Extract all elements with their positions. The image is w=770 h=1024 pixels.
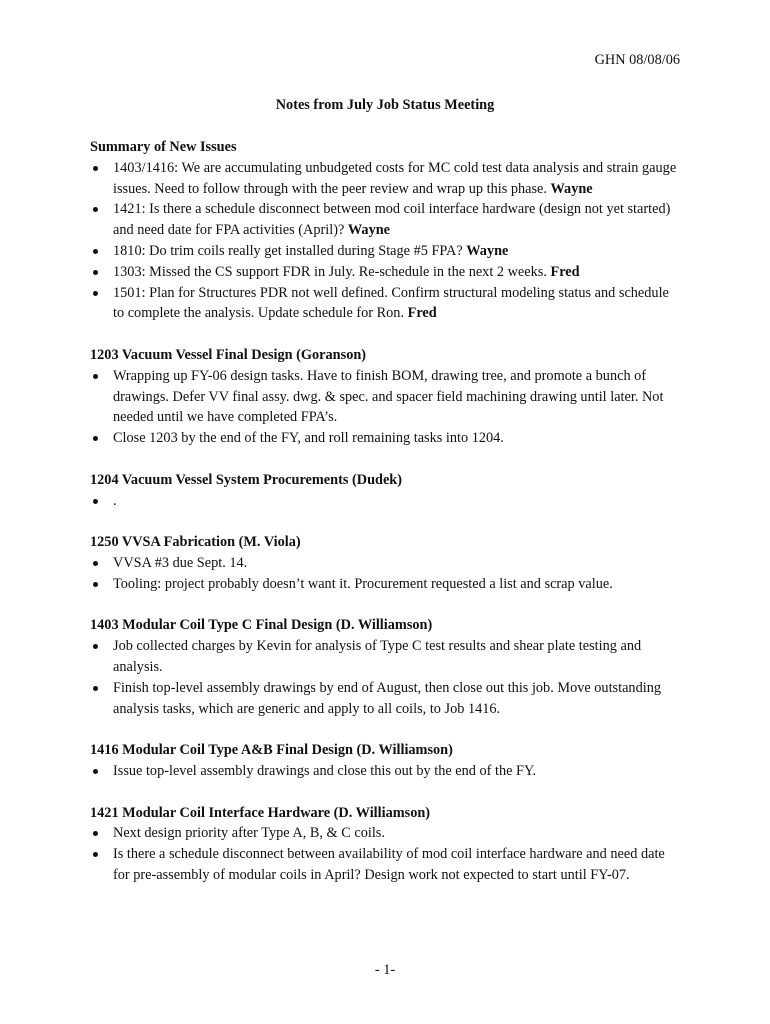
section (90, 137, 682, 324)
section (90, 470, 682, 512)
section-heading: 1203 Vacuum Vessel Final Design (Goranson) (90, 346, 367, 363)
item-owner: Wayne (550, 180, 593, 197)
list-item (90, 823, 682, 844)
list-item (90, 491, 682, 512)
list-item (90, 678, 682, 720)
bullet-list (90, 761, 682, 782)
item-text: 1810: Do trim coils really get installed during Stage #5 FPA? (113, 242, 467, 259)
bullet-list (90, 366, 682, 449)
section (90, 345, 682, 449)
list-item (90, 366, 682, 428)
item-text: Next design priority after Type A, B, & C coils. (113, 825, 385, 842)
section (90, 740, 682, 782)
item-owner: Wayne (466, 242, 509, 259)
item-text: 1303: Missed the CS support FDR in July. Re-schedule in the next 2 weeks. (113, 263, 551, 280)
section-heading: 1204 Vacuum Vessel System Procurements (Dudek) (90, 471, 403, 488)
bullet-list (90, 823, 682, 885)
item-text: Job collected charges by Kevin for analysis of Type C test results and shear plate testing and analysis. (113, 638, 642, 675)
page-number: - 1- (374, 962, 396, 978)
list-item (90, 844, 682, 886)
item-text: 1403/1416: We are accumulating unbudgeted costs for MC cold test data analysis and strain gauge issues. Need to follow through with the peer review and wrap up this phase. (113, 159, 677, 197)
bullet-list (90, 158, 682, 324)
document-title: Notes from July Job Status Meeting (275, 97, 495, 113)
item-text: VVSA #3 due Sept. 14. (113, 554, 248, 571)
section-heading: 1403 Modular Coil Type C Final Design (D. Williamson) (90, 617, 433, 634)
item-text: Wrapping up FY-06 design tasks. Have to finish BOM, drawing tree, and promote a bunch of drawings. Defer VV final assy. dwg. & spec. and spacer field machining drawing until later. Not needed until we have completed FPA’s. (113, 367, 664, 426)
list-item (90, 636, 682, 678)
list-item (90, 574, 682, 595)
item-text: Tooling: project probably doesn’t want it. Procurement requested a list and scrap value. (113, 575, 613, 592)
bullet-list (90, 491, 682, 512)
item-text: . (113, 492, 117, 509)
list-item (90, 199, 682, 241)
section-heading: 1421 Modular Coil Interface Hardware (D. Williamson) (90, 804, 431, 821)
item-text: 1421: Is there a schedule disconnect between mod coil interface hardware (design not yet started) and need date for FPA activities (April)? (113, 201, 671, 239)
list-item (90, 241, 682, 262)
item-text: Finish top-level assembly drawings by end of August, then close out this job. Move outstanding analysis tasks, which are generic and apply to all coils, to Job 1416. (113, 679, 662, 717)
document-body (90, 137, 682, 906)
section-heading: 1250 VVSA Fabrication (M. Viola) (90, 534, 301, 551)
list-item (90, 428, 682, 449)
item-text: 1501: Plan for Structures PDR not well defined. Confirm structural modeling status and schedule to complete the analysis. Update schedule for Ron. (113, 284, 669, 322)
item-owner: Wayne (347, 222, 391, 239)
item-text: Close 1203 by the end of the FY, and roll remaining tasks into 1204. (113, 430, 504, 447)
list-item (90, 283, 682, 325)
section-heading: Summary of New Issues (90, 139, 237, 155)
item-owner: Fred (407, 305, 437, 322)
section-heading: 1416 Modular Coil Type A&B Final Design (D. Williamson) (90, 742, 453, 759)
list-item (90, 553, 682, 574)
section (90, 532, 682, 594)
section (90, 615, 682, 719)
list-item (90, 761, 682, 782)
item-owner: Fred (550, 263, 580, 280)
document-reference: GHN 08/08/06 (594, 52, 680, 68)
section (90, 803, 682, 886)
bullet-list (90, 553, 682, 595)
item-text: Is there a schedule disconnect between availability of mod coil interface hardware and need date for pre-assembly of modular coils in April? Design work not expected to start until FY-07. (113, 846, 665, 883)
list-item (90, 158, 682, 200)
list-item (90, 262, 682, 283)
item-text: Issue top-level assembly drawings and close this out by the end of the FY. (113, 762, 537, 779)
bullet-list (90, 636, 682, 719)
